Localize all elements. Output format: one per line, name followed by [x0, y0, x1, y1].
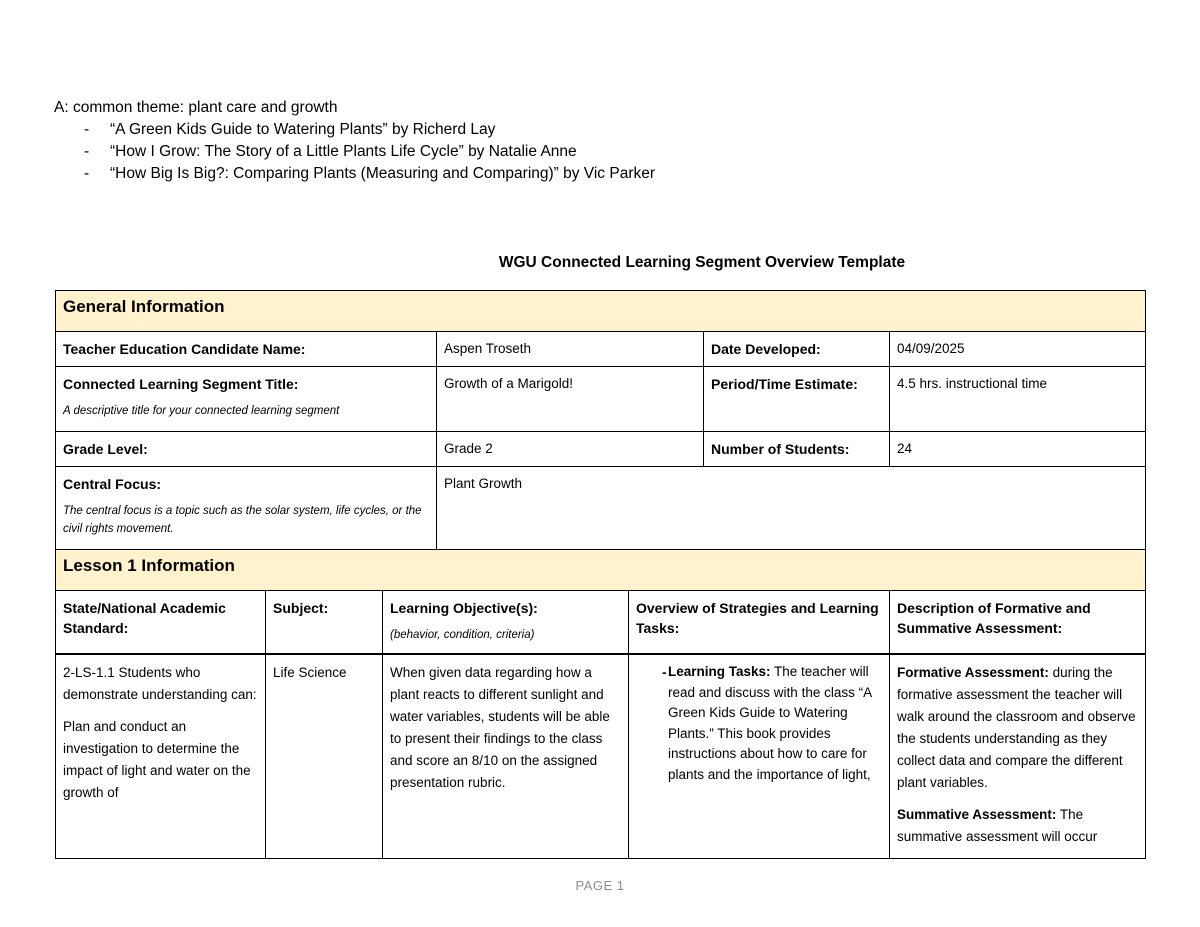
table-row: [56, 367, 1146, 432]
date-developed-value: 04/09/2025: [897, 341, 965, 356]
learning-tasks-text: The teacher will read and discuss with the class “A Green Kids Guide to Watering Plants.” This book provides instructions about how to care for plants and the importance of light,: [668, 664, 872, 782]
page-number-footer: PAGE 1: [575, 878, 625, 893]
segment-title-value: Growth of a Marigold!: [444, 376, 574, 391]
summative-text: The summative assessment will occur: [897, 807, 1098, 844]
learning-tasks-label: Learning Tasks:: [668, 664, 771, 679]
objectives-hint: (behavior, condition, criteria): [390, 629, 535, 641]
lesson1-header-row: [56, 550, 1146, 591]
list-item: [54, 119, 954, 141]
formative-label: Formative Assessment:: [897, 665, 1049, 680]
period-label: Period/Time Estimate:: [711, 376, 858, 392]
assessment-header: Description of Formative and Summative Assessment:: [897, 600, 1091, 636]
central-focus-label: Central Focus:: [63, 476, 162, 492]
objective-text: When given data regarding how a plant reacts to different sunlight and water variables, students will be able to present their findings to the class and score an 8/10 on the assigned presentation rubric.: [390, 665, 610, 790]
subject-header: Subject:: [273, 600, 329, 616]
book-title: “How I Grow: The Story of a Little Plants Life Cycle” by Natalie Anne: [110, 143, 577, 160]
intro-block: [54, 97, 954, 185]
number-of-students-value: 24: [897, 441, 913, 456]
book-title: “How Big Is Big?: Comparing Plants (Measuring and Comparing)” by Vic Parker: [110, 165, 656, 182]
central-focus-hint: The central focus is a topic such as the solar system, life cycles, or the civil rights movement.: [63, 505, 422, 535]
book-title: “A Green Kids Guide to Watering Plants” by Richerd Lay: [110, 121, 496, 138]
grade-level-value: Grade 2: [444, 441, 493, 456]
book-list: [54, 119, 954, 185]
summative-label: Summative Assessment:: [897, 807, 1057, 822]
segment-title-hint: A descriptive title for your connected learning segment: [63, 405, 340, 417]
strategies-header: Overview of Strategies and Learning Tasks:: [636, 600, 879, 636]
list-item: [636, 662, 882, 785]
table-row: [56, 467, 1146, 550]
central-focus-value: Plant Growth: [444, 476, 523, 491]
dash-bullet: -: [84, 165, 90, 182]
formative-assessment: [897, 662, 1138, 794]
list-item: [54, 163, 954, 185]
date-developed-label: Date Developed:: [711, 341, 821, 357]
list-item: [54, 141, 954, 163]
lesson1-content-row: [56, 654, 1146, 859]
section-title: Lesson 1 Information: [63, 556, 235, 575]
subject-value: Life Science: [273, 665, 347, 680]
document-title: WGU Connected Learning Segment Overview Template: [498, 254, 906, 271]
number-of-students-label: Number of Students:: [711, 441, 850, 457]
period-value: 4.5 hrs. instructional time: [897, 376, 1048, 391]
dash-bullet: -: [84, 121, 90, 138]
standard-header: State/National Academic Standard:: [63, 600, 226, 636]
standard-code: 2-LS-1.1 Students who demonstrate understanding can:: [63, 665, 257, 702]
objectives-header: Learning Objective(s):: [390, 600, 538, 616]
table-row: [56, 432, 1146, 467]
common-theme-heading: A: common theme: plant care and growth: [54, 99, 338, 116]
formative-text: during the formative assessment the teacher will walk around the classroom and observe the students understanding as they collect data and compare the different plant variables.: [897, 665, 1136, 790]
candidate-name-label: Teacher Education Candidate Name:: [63, 341, 306, 357]
candidate-name-value: Aspen Troseth: [444, 341, 532, 356]
general-info-header-row: [56, 291, 1146, 332]
lesson1-column-headers: [56, 591, 1146, 655]
segment-overview-table: [55, 290, 1146, 859]
grade-level-label: Grade Level:: [63, 441, 148, 457]
dash-bullet: -: [662, 665, 667, 680]
segment-title-label: Connected Learning Segment Title:: [63, 376, 299, 392]
table-row: [56, 332, 1146, 367]
summative-assessment: [897, 804, 1138, 848]
section-title: General Information: [63, 297, 225, 316]
dash-bullet: -: [84, 143, 90, 160]
standard-text: Plan and conduct an investigation to determine the impact of light and water on the growth of: [63, 719, 251, 800]
